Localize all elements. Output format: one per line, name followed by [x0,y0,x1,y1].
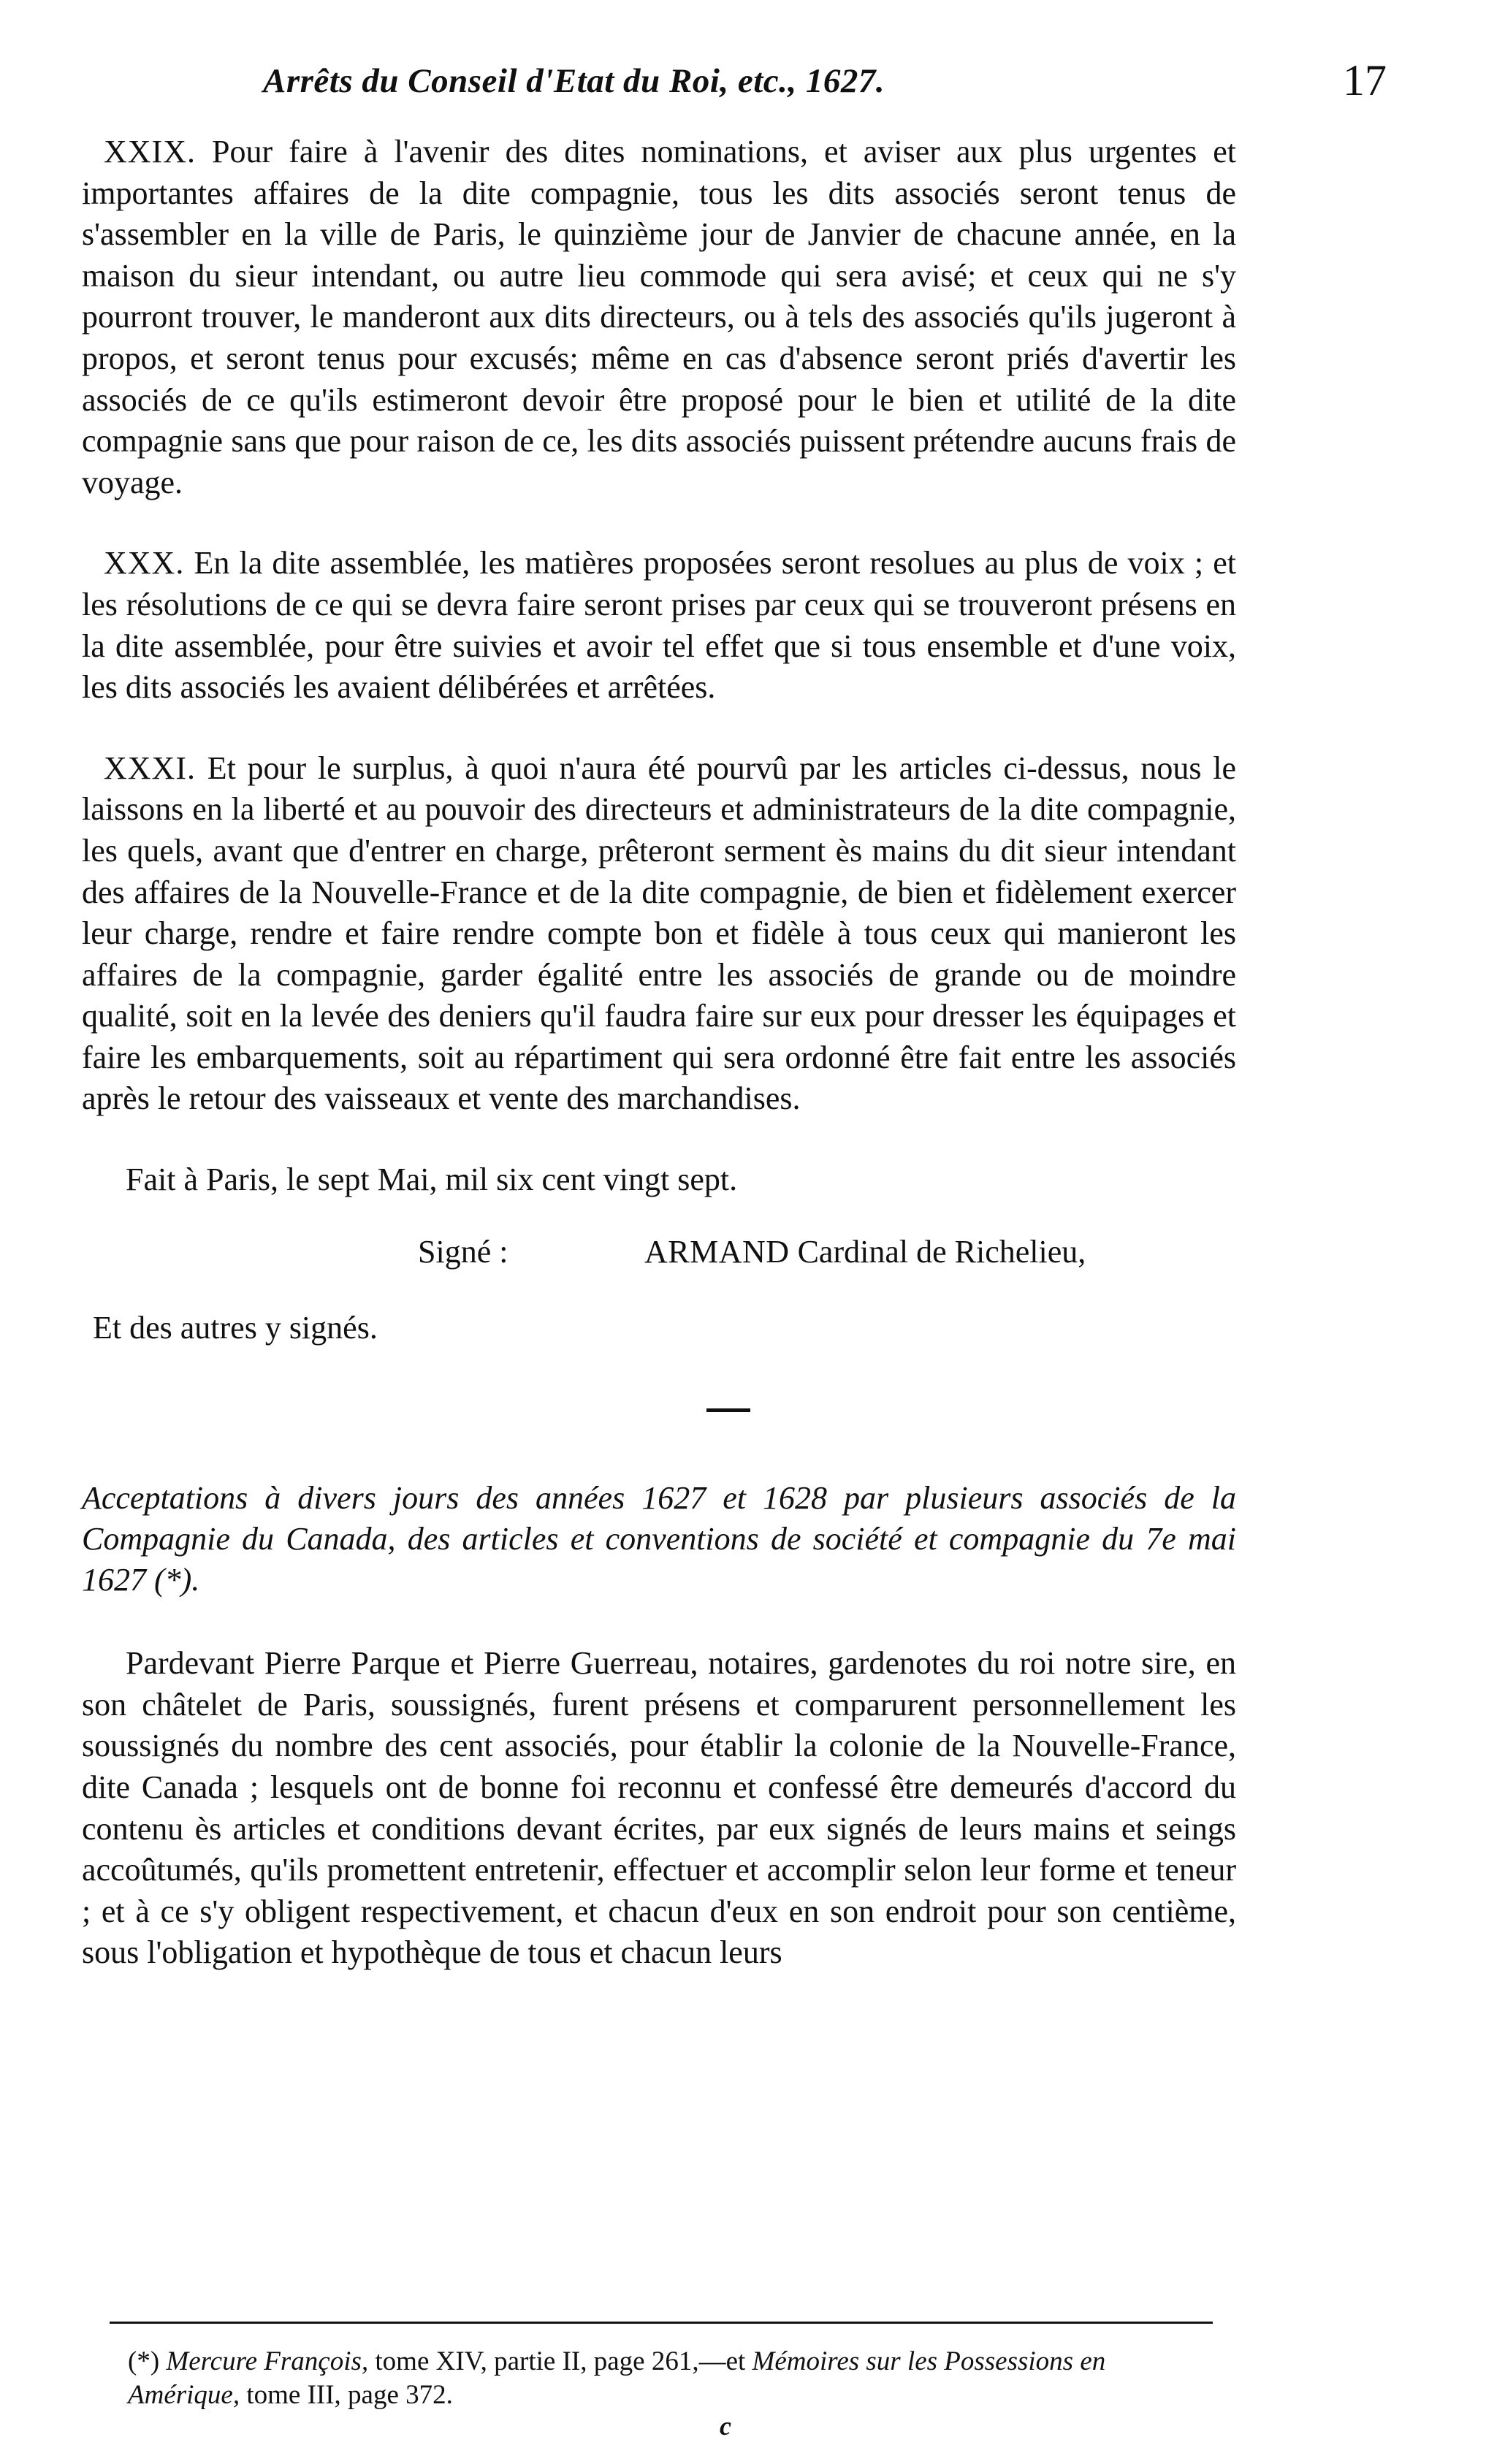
signature-mark: c [720,2411,731,2441]
article-text: Pour faire à l'avenir des dites nominations, et aviser aux plus urgentes et importantes affaires de la dite compagnie, tous les dits associés seront tenus de s'assembler en la ville de Paris, le quinzième jour de Janvier de chacune année, en la maison du sieur intendant, ou autre lieu commode qui sera avisé; et ceux qui ne s'y pourront trouver, le manderont aux dits directeurs, ou à tels des associés qu'ils jugeront à propos, et seront tenus pour excusés; même en cas d'absence seront priés d'avertir les associés de ce qu'ils estimeront devoir être proposé pour le bien et utilité de la dite compagnie sans que pour raison de ce, les dits associés puissent prétendre aucuns frais de voyage. [82,134,1237,500]
footnote-source-1: Mercure François, [166,2346,369,2376]
footnote-source-2: Mémoires sur les Possessions en Amérique, [128,2346,1106,2410]
signatory [644,1232,1086,1273]
page-number: 17 [1343,56,1387,104]
article-xxix [82,131,1236,503]
article-text: Et pour le surplus, à quoi n'aura été pourvû par les articles ci-dessus, nous le laissons en la liberté et au pouvoir des directeurs et administrateurs de la dite compagnie, les quels, avant que d'entrer en charge, prêteront serment ès mains du dit sieur intendant des affaires de la Nouvelle-France et de la dite compagnie, de bien et fidèlement exercer leur charge, rendre et faire rendre compte bon et fidèle à tous ceux qui manieront les affaires de la compagnie, garder égalité entre les associés de grande ou de moindre qualité, soit en la levée des deniers qu'il faudra faire sur eux pour dresser les équipages et faire les embarquements, soit au répartiment qui sera ordonné être fait entre les associés après le retour des vaisseaux et vente des marchandises. [82,750,1236,1117]
section-heading: Acceptations à divers jours des années 1627 et 1628 par plusieurs associés de la Compagnie du Canada, des articles et conventions de société et compagnie du 7e mai 1627 (*). [82,1480,1236,1598]
article-number: XXX. [104,545,185,581]
footnote-marker: (*) [128,2346,160,2376]
footnote [128,2345,1209,2412]
dated-line: Fait à Paris, le sept Mai, mil six cent vingt sept. [126,1162,738,1198]
article-text: En la dite assemblée, les matières proposées seront resolues au plus de voix ; et les résolutions de ce qui se devra faire seront prises par ceux qui se trouveront présens en la dite assemblée, pour être suivies et avoir tel effet que si tous ensemble et d'une voix, les dits associés les avaient délibérées et arrêtées. [82,545,1236,706]
running-title: Arrêts du Conseil d'Etat du Roi, etc., 1627. [263,62,885,100]
other-signatories: Et des autres y signés. [93,1309,378,1346]
article-xxx [82,543,1236,708]
body-text [82,131,1236,1974]
section-divider [706,1408,750,1412]
signatory-title: Cardinal de Richelieu, [797,1233,1086,1270]
signature-line [82,1232,1236,1273]
article-xxxi [82,748,1236,1120]
article-number: XXIX. [104,134,196,169]
signed-label: Signé : [418,1233,508,1270]
signatory-caps: ARMAND [644,1233,790,1270]
article-number: XXXI. [104,750,196,786]
footnote-detail-2: tome III, page 372. [246,2380,453,2410]
deed-paragraph: Pardevant Pierre Parque et Pierre Guerreau, notaires, gardenotes du roi notre sire, en son châtelet de Paris, soussignés, furent présens et comparurent personnellement les soussignés du nombre des cent associés, pour établir la colonie de la Nouvelle-France, dite Canada ; lesquels ont de bonne foi reconnu et confessé être demeurés d'accord du contenu ès articles et conditions devant écrites, par eux signés de leurs mains et seings accoûtumés, qu'ils promettent entretenir, effectuer et accomplir selon leur forme et teneur ; et à ce s'y obligent respectivement, et chacun d'eux en son endroit pour son centième, sous l'obligation et hypothèque de tous et chacun leurs [82,1645,1236,1971]
footnote-rule [110,2322,1213,2324]
running-head [0,56,1486,112]
footnote-detail-1: tome XIV, partie II, page 261,—et [375,2346,746,2376]
